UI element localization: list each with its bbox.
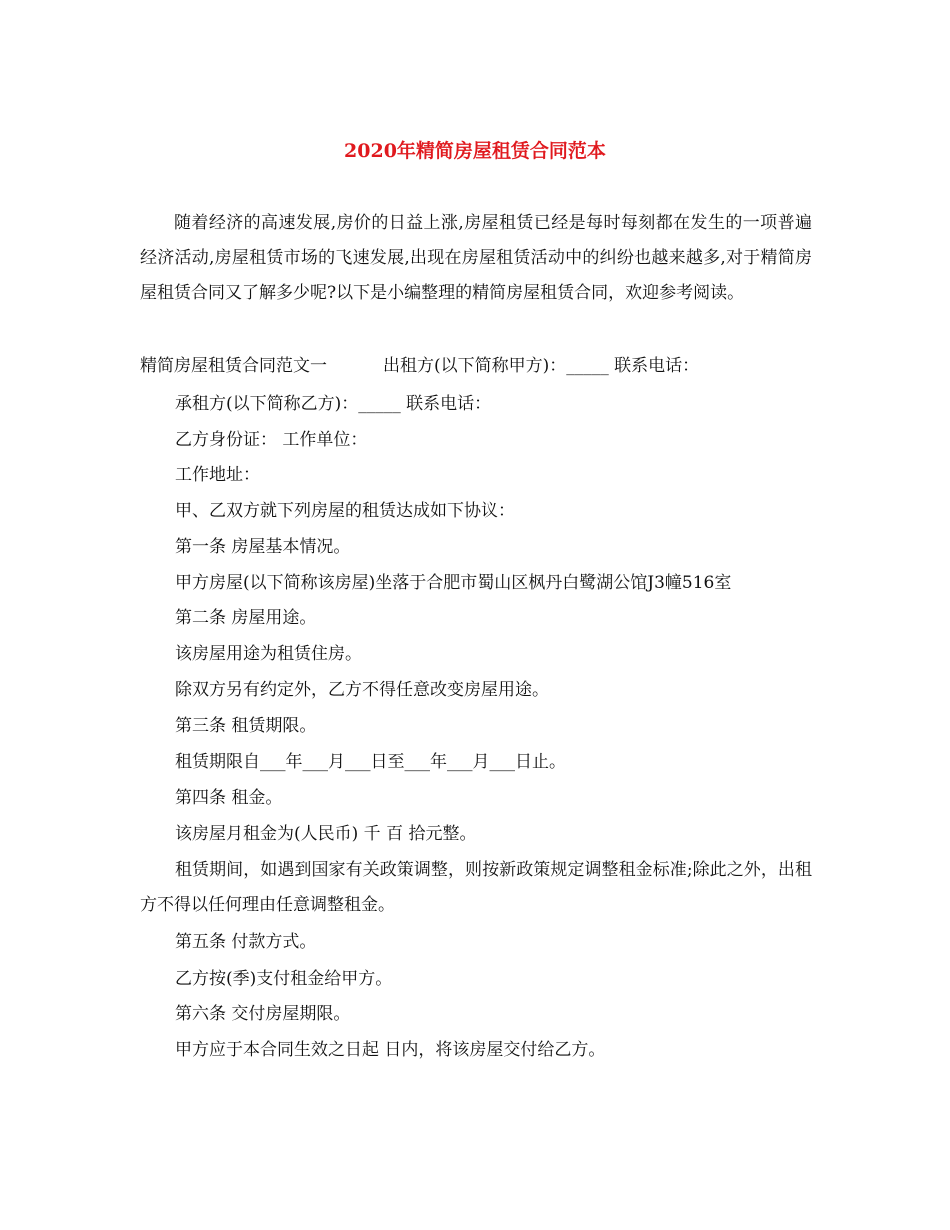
agreement-line: 甲、乙双方就下列房屋的租赁达成如下协议： (175, 501, 515, 521)
heading-row (140, 354, 699, 378)
lessor-line: 出租方(以下简称甲方)：_____ 联系电话： (383, 356, 700, 376)
article-6-title: 第六条 交付房屋期限。 (175, 1004, 351, 1024)
address-line: 工作地址： (175, 465, 260, 485)
intro-paragraph: 随着经济的高速发展,房价的日益上涨,房屋租赁已经是每时每刻都在发生的一项普遍经济活动,房屋租赁市场的飞速发展,出现在房屋租赁活动中的纠纷也越来越多,对于精简房屋租赁合同又了解多少呢?以下是小编整理的精简房屋租赁合同，欢迎参考阅读。 (140, 213, 812, 303)
article-2-text-2: 除双方另有约定外，乙方不得任意改变房屋用途。 (175, 680, 549, 700)
lessee-line: 承租方(以下简称乙方)：_____ 联系电话： (175, 394, 492, 414)
article-3-text: 租赁期限自___年___月___日至___年___月___日止。 (175, 752, 566, 772)
article-5-title: 第五条 付款方式。 (175, 932, 317, 952)
article-1-text: 甲方房屋(以下简称该房屋)坐落于合肥市蜀山区枫丹白鹭湖公馆J3幢516室 (175, 573, 732, 593)
article-4-text-1: 该房屋月租金为(人民币) 千 百 拾元整。 (175, 824, 477, 844)
section-heading: 精简房屋租赁合同范文一 (140, 356, 327, 376)
id-line: 乙方身份证： 工作单位： (175, 430, 368, 450)
article-1-title: 第一条 房屋基本情况。 (175, 537, 351, 557)
article-2-text-1: 该房屋用途为租赁住房。 (175, 644, 362, 664)
article-5-text: 乙方按(季)支付租金给甲方。 (175, 969, 393, 989)
article-6-text: 甲方应于本合同生效之日起 日内，将该房屋交付给乙方。 (175, 1040, 606, 1060)
article-2-title: 第二条 房屋用途。 (175, 608, 317, 628)
article-4-text-2: 租赁期间，如遇到国家有关政策调整，则按新政策规定调整租金标准;除此之外，出租方不得以任何理由任意调整租金。 (140, 860, 812, 915)
document-title: 2020年精简房屋租赁合同范本 (344, 140, 606, 162)
article-3-title: 第三条 租赁期限。 (175, 716, 317, 736)
article-4-title: 第四条 租金。 (175, 788, 283, 808)
